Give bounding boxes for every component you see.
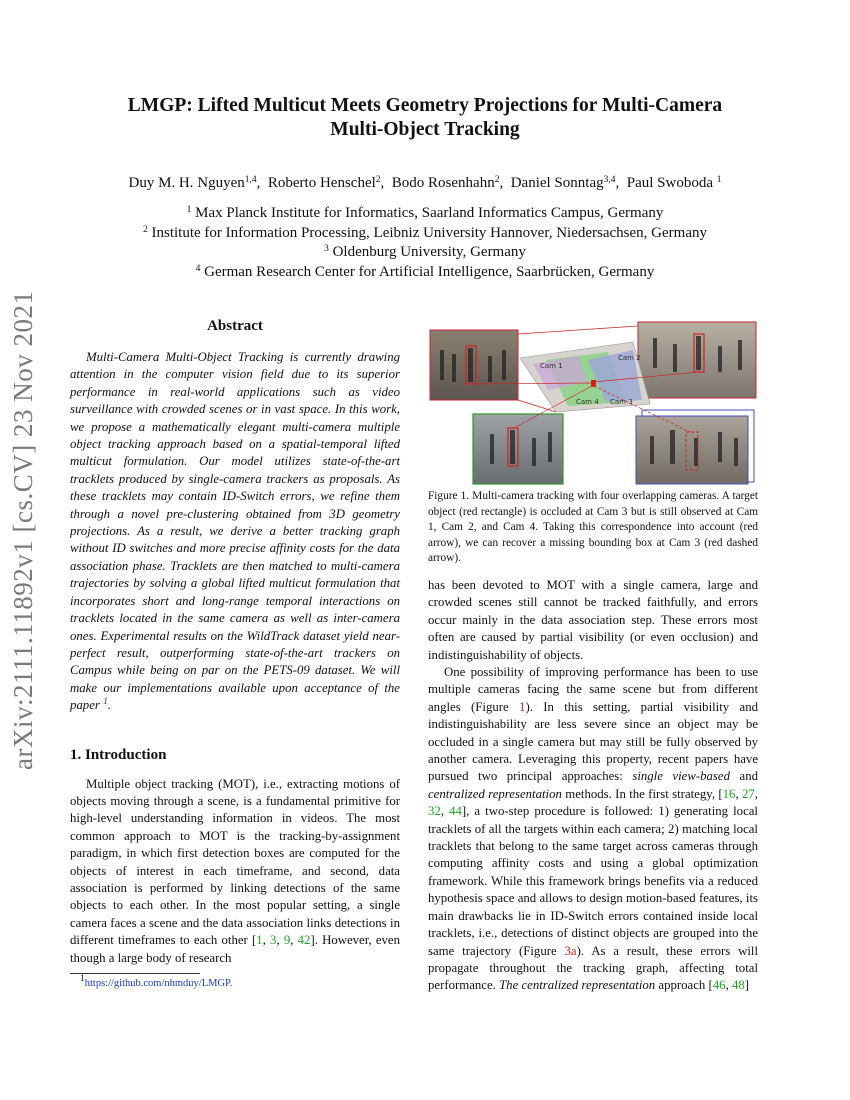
figure-reference-link[interactable]: 1	[519, 699, 526, 714]
github-link[interactable]: https://github.com/nhmduy/LMGP.	[84, 978, 233, 989]
title-line-1: LMGP: Lifted Multicut Meets Geometry Projections for Multi-Camera	[127, 95, 723, 116]
right-column	[428, 320, 758, 995]
figure-reference-link[interactable]: 3a	[564, 943, 577, 958]
right-paragraph-2: One possibility of improving performance has been to use multiple cameras facing the same scene but from different angles (Figure 1). In this setting, partial visibility and indistinguishability are less severe since an object may be occluded in a single camera but may still be fully observed by another camera. Leveraging this property, recent papers have pursued two principal approaches: single view-based and centralized representation methods. In the first strategy, [16, 27, 32, 44], a two-step procedure is followed: 1) generating local tracklets of all the targets within each camera; 2) matching local tracklets that belong to the same target across cameras through computing affinity costs and using a global optimization framework. While this framework brings benefits via a reduced hypothesis space and allows to design motion-based features, its main drawbacks lie in ID-Switch errors contained inside local tracklets, i.e., detections of distinct objects are grouped into the same trajectory (Figure 3a). As a result, these errors will propagate throughout the tracking graph, affecting total performance. The centralized representation approach [46, 48]	[428, 665, 759, 993]
cam-label-3: Cam 3	[610, 398, 633, 406]
citation-link[interactable]: 16	[722, 786, 736, 801]
title-line-2: Multi-Object Tracking	[330, 119, 520, 140]
arxiv-stamp: arXiv:2111.11892v1 [cs.CV] 23 Nov 2021	[8, 290, 38, 770]
abstract-footnote-link[interactable]: 1	[103, 697, 108, 708]
introduction-heading: 1. Introduction	[70, 746, 167, 763]
citation-link[interactable]: 42	[297, 933, 311, 948]
abstract-text: Multi-Camera Multi-Object Tracking is currently drawing attention in the computer vision field due to its superior performance in real-world applications such as video surveillance with crowded scenes or in vast space. In this work, we propose a mathematically elegant multi-camera multiple object tracking approach based on a spatial-temporal lifted multicut formulation. Our model utilizes state-of-the-art tracklets produced by single-camera trackers as proposals. As these tracklets may contain ID-Switch errors, we refine them through a novel pre-clustering obtained from 3D geometry projections. As a result, we derive a better tracking graph without ID switches and more precise affinity costs for the data association phase. Tracklets are then matched to multi-camera trajectories by solving a global lifted multicut formulation that incorporates short and long-range temporal interactions on tracklets located in the same camera as well as inter-camera ones. Experimental results on the WildTrack dataset yield near-perfect result, outperforming state-of-the-art trackers on Campus while being on par on the PETS-09 dataset. We will make our implementations available upon acceptance of the paper $^1$.	[70, 350, 400, 713]
figure-1	[428, 320, 758, 485]
author-2: Roberto Henschel$^2$	[267, 175, 381, 191]
figure-1-caption: Figure 1. Multi-camera tracking with four overlapping cameras. A target object (red rectangle) is occluded at Cam 3 but is still observed at Cam 1, Cam 2, and Cam 4. Taking this correspondence into account (red arrow), we can recover a missing bounding box at Cam 3 (red dashed arrow).	[428, 490, 758, 565]
figure-1-image	[428, 320, 758, 485]
abstract-heading: Abstract	[207, 318, 263, 334]
affiliation-list	[70, 204, 780, 282]
intro-paragraph-1: Multiple object tracking (MOT), i.e., extracting motions of objects moving through a scene, is a fundamental primitive for high-level understanding information in videos. The most common approach to MOT is the tracking-by-assignment paradigm, in which first detection boxes are computed for the objects of interest in each timeframe, and second, data association is performed by linking detections of the same objects to each other. In the most popular setting, a single camera faces a scene and the data association links detections in different timeframes to each other [1, 3, 9, 42]. However, even though a large body of research	[70, 776, 401, 965]
affiliation-3: $^3$ Oldenburg University, Germany	[324, 244, 526, 260]
citation-link[interactable]: 1	[256, 933, 263, 948]
cam-label-2: Cam 2	[618, 354, 641, 362]
footnote: $^1$https://github.com/nhmduy/LMGP.	[80, 974, 233, 989]
right-paragraph-1: has been devoted to MOT with a single camera, large and crowded scenes still cannot be tracked faithfully, and errors occur mainly in the data association step. These errors most often are caused by partial visibility (or even occlusion) and indistinguishability of objects.	[428, 577, 758, 662]
affiliation-4: $^4$ German Research Center for Artificial Intelligence, Saarbrücken, Germany	[195, 263, 655, 280]
cam-label-1: Cam 1	[540, 362, 563, 370]
citation-link[interactable]: 3	[270, 933, 277, 948]
footnote-divider	[70, 973, 200, 974]
affiliation-1: $^1$ Max Planck Institute for Informatics, Saarland Informatics Campus, Germany	[186, 205, 664, 221]
affiliation-2: $^2$ Institute for Information Processing, Leibniz University Hannover, Niedersachsen, Germany	[143, 224, 707, 241]
author-5: Paul Swoboda $^1$	[626, 175, 722, 191]
left-column	[70, 318, 400, 967]
citation-link[interactable]: 46	[712, 978, 726, 993]
citation-link[interactable]: 9	[283, 933, 291, 948]
author-3: Bodo Rosenhahn$^2$	[391, 175, 500, 191]
citation-link[interactable]: 32	[428, 804, 441, 819]
cam-label-4: Cam 4	[576, 398, 599, 406]
author-list: Duy M. H. Nguyen$^{1,4}$, Roberto Henschel$^2$, Bodo Rosenhahn$^2$, Daniel Sonntag$^{3,4}$, Paul Swoboda $^1$	[128, 175, 722, 191]
citation-link[interactable]: 44	[449, 804, 462, 819]
author-1: Duy M. H. Nguyen$^{1,4}$	[128, 175, 257, 191]
citation-link[interactable]: 48	[731, 978, 745, 993]
paper-title	[90, 94, 760, 142]
citation-link[interactable]: 27	[742, 786, 755, 801]
author-4: Daniel Sonntag$^{3,4}$	[510, 175, 616, 191]
